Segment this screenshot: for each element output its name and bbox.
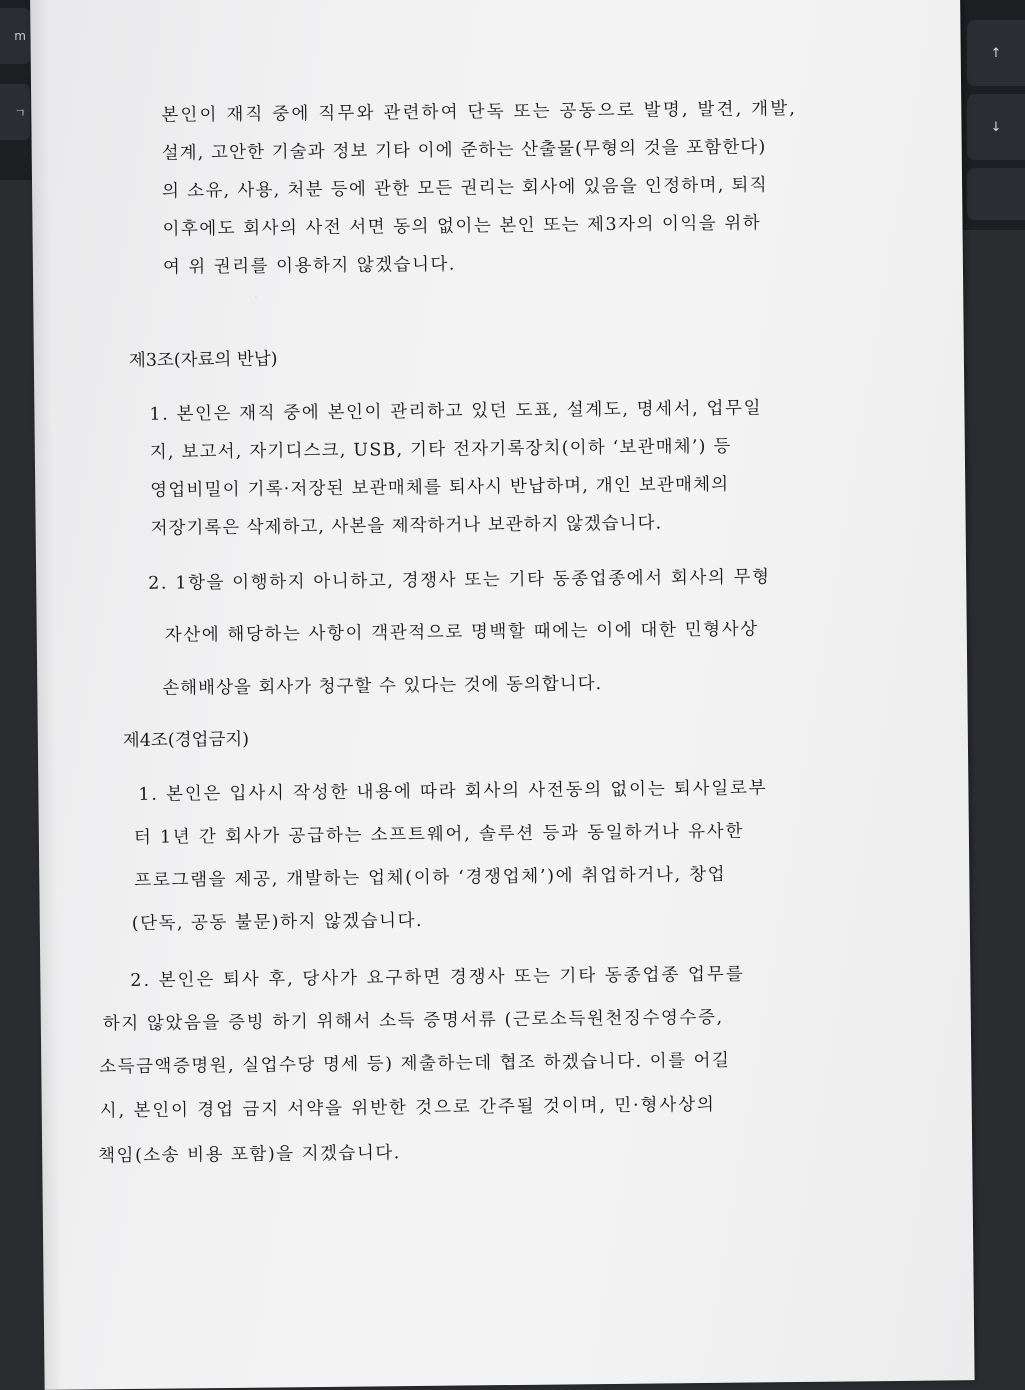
article3-heading: 제3조(자료의 반납) [128, 349, 278, 371]
text-line: 2. 본인은 퇴사 후, 당사가 요구하면 경쟁사 또는 기타 동종업종 업무를 [130, 964, 745, 992]
text-line: 터 1년 간 회사가 공급하는 소프트웨어, 솔루션 등과 동일하거나 유사한 [133, 821, 745, 848]
paper-document [30, 0, 975, 1390]
text-line: 책임(소송 비용 포함)을 지겠습니다. [98, 1143, 401, 1167]
text-line: 시, 본인이 경업 금지 서약을 위반한 것으로 간주될 것이며, 민·형사상의 [99, 1094, 716, 1122]
text-line: 설계, 고안한 기술과 정보 기타 이에 준하는 산출물(무형의 것을 포함한다) [161, 137, 767, 164]
keyboard-key: ㄱ [0, 84, 30, 140]
text-line: 여 위 권리를 이용하지 않겠습니다. [162, 254, 456, 278]
keyboard-key [967, 168, 1025, 220]
text-line: 2. 1항을 이행하지 아니하고, 경쟁사 또는 기타 동종업종에서 회사의 무형 [148, 567, 771, 594]
text-line: 소득금액증명원, 실업수당 명세 등) 제출하는데 협조 하겠습니다. 이를 어길 [99, 1050, 731, 1078]
keyboard-key: m [0, 8, 30, 64]
bleed-through-text: · [253, 287, 259, 307]
text-line: 지, 보고서, 자기디스크, USB, 기타 전자기록장치(이하 ‘보관매체’) 등 [149, 436, 732, 463]
text-line: 하지 않았음을 증빙 하기 위해서 소득 증명서류 (근로소득원천징수영수증, [102, 1007, 724, 1035]
paper-edge-shadow [30, 0, 63, 1390]
article4-heading: 제4조(경업금지) [122, 729, 250, 752]
text-line: 의 소유, 사용, 처분 등에 관한 모든 권리는 회사에 있음을 인정하며, 퇴직 [162, 175, 769, 202]
text-line: 이후에도 회사의 사전 서면 동의 없이는 본인 또는 제3자의 이익을 위하 [162, 213, 762, 240]
text-line: (단독, 공동 불문)하지 않겠습니다. [131, 910, 424, 934]
text-line: 1. 본인은 재직 중에 본인이 관리하고 있던 도표, 설계도, 명세서, 업무일 [149, 398, 763, 425]
text-line: 영업비밀이 기록·저장된 보관매체를 퇴사시 반납하며, 개인 보관매체의 [150, 474, 730, 501]
text-line: 저장기록은 삭제하고, 사본을 제작하거나 보관하지 않겠습니다. [150, 513, 663, 539]
text-line: 프로그램을 제공, 개발하는 업체(이하 ‘경쟁업체’)에 취업하거나, 창업 [134, 864, 727, 891]
text-line: 자산에 해당하는 사항이 객관적으로 명백할 때에는 이에 대한 민형사상 [164, 619, 759, 646]
text-line: 손해배상을 회사가 청구할 수 있다는 것에 동의합니다. [162, 674, 603, 699]
arrow-down-key: ↓ [967, 94, 1025, 160]
arrow-up-key: ↑ [967, 20, 1025, 86]
text-line: 1. 본인은 입사시 작성한 내용에 따라 회사의 사전동의 없이는 퇴사일로부 [138, 778, 768, 805]
text-line: 본인이 재직 중에 직무와 관련하여 단독 또는 공동으로 발명, 발견, 개발, [161, 98, 798, 126]
keyboard-left-edge [0, 0, 34, 180]
